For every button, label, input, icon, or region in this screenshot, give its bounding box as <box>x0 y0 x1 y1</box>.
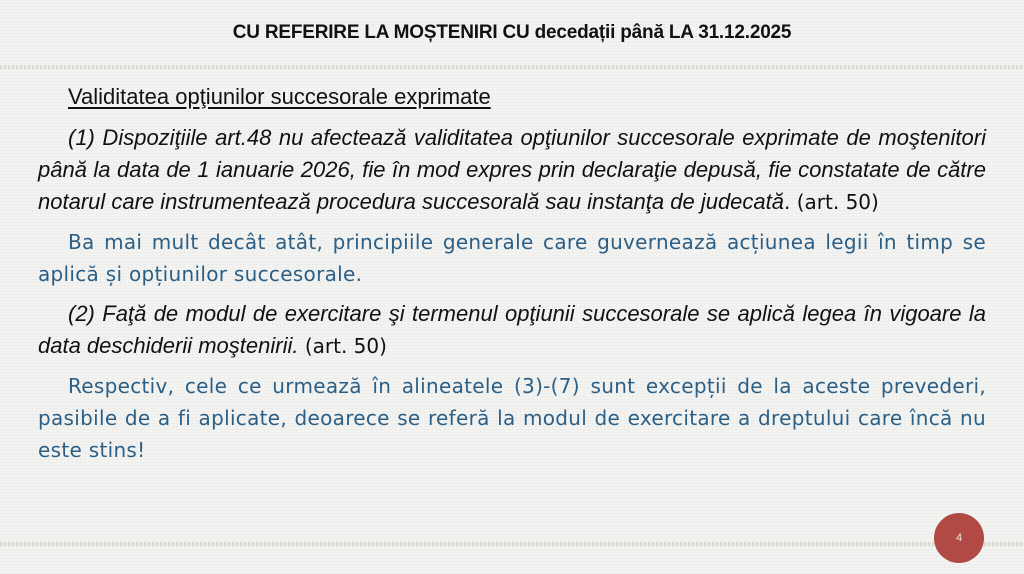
title-divider <box>0 65 1024 69</box>
paragraph-3-text: (2) Faţă de modul de exercitare şi termenul opţiunii succesorale se aplică legea în vigoare la data deschiderii moştenirii. <box>38 301 986 358</box>
footer-divider <box>0 542 1024 546</box>
paragraph-1-reference: . (art. 50) <box>784 190 879 214</box>
page-number-badge: 4 <box>934 513 984 563</box>
paragraph-1 <box>38 122 986 218</box>
slide-title: CU REFERIRE LA MOȘTENIRI CU decedații până LA 31.12.2025 <box>232 22 792 43</box>
paragraph-1-text: (1) Dispoziţiile art.48 nu afectează validitatea opţiunilor succesorale exprimate de moştenitori până la data de 1 ianuarie 2026, fie în mod expres prin declaraţie depusă, fie constatate de către notarul care instrumentează procedura succesorală sau instanţa de judecată <box>38 125 986 214</box>
paragraph-2: Ba mai mult decât atât, principiile generale care guvernează acțiunea legii în timp se aplică și opțiunilor succesorale. <box>38 230 986 286</box>
slide-content <box>38 80 986 474</box>
section-heading: Validitatea opţiunilor succesorale exprimate <box>68 84 491 109</box>
paragraph-3-reference: (art. 50) <box>298 334 387 358</box>
paragraph-3 <box>38 298 986 362</box>
paragraph-4: Respectiv, cele ce urmează în alineatele (3)-(7) sunt excepții de la aceste prevederi, pasibile de a fi aplicate, deoarece se referă la modul de exercitare a dreptului care încă nu este stins! <box>38 374 986 462</box>
